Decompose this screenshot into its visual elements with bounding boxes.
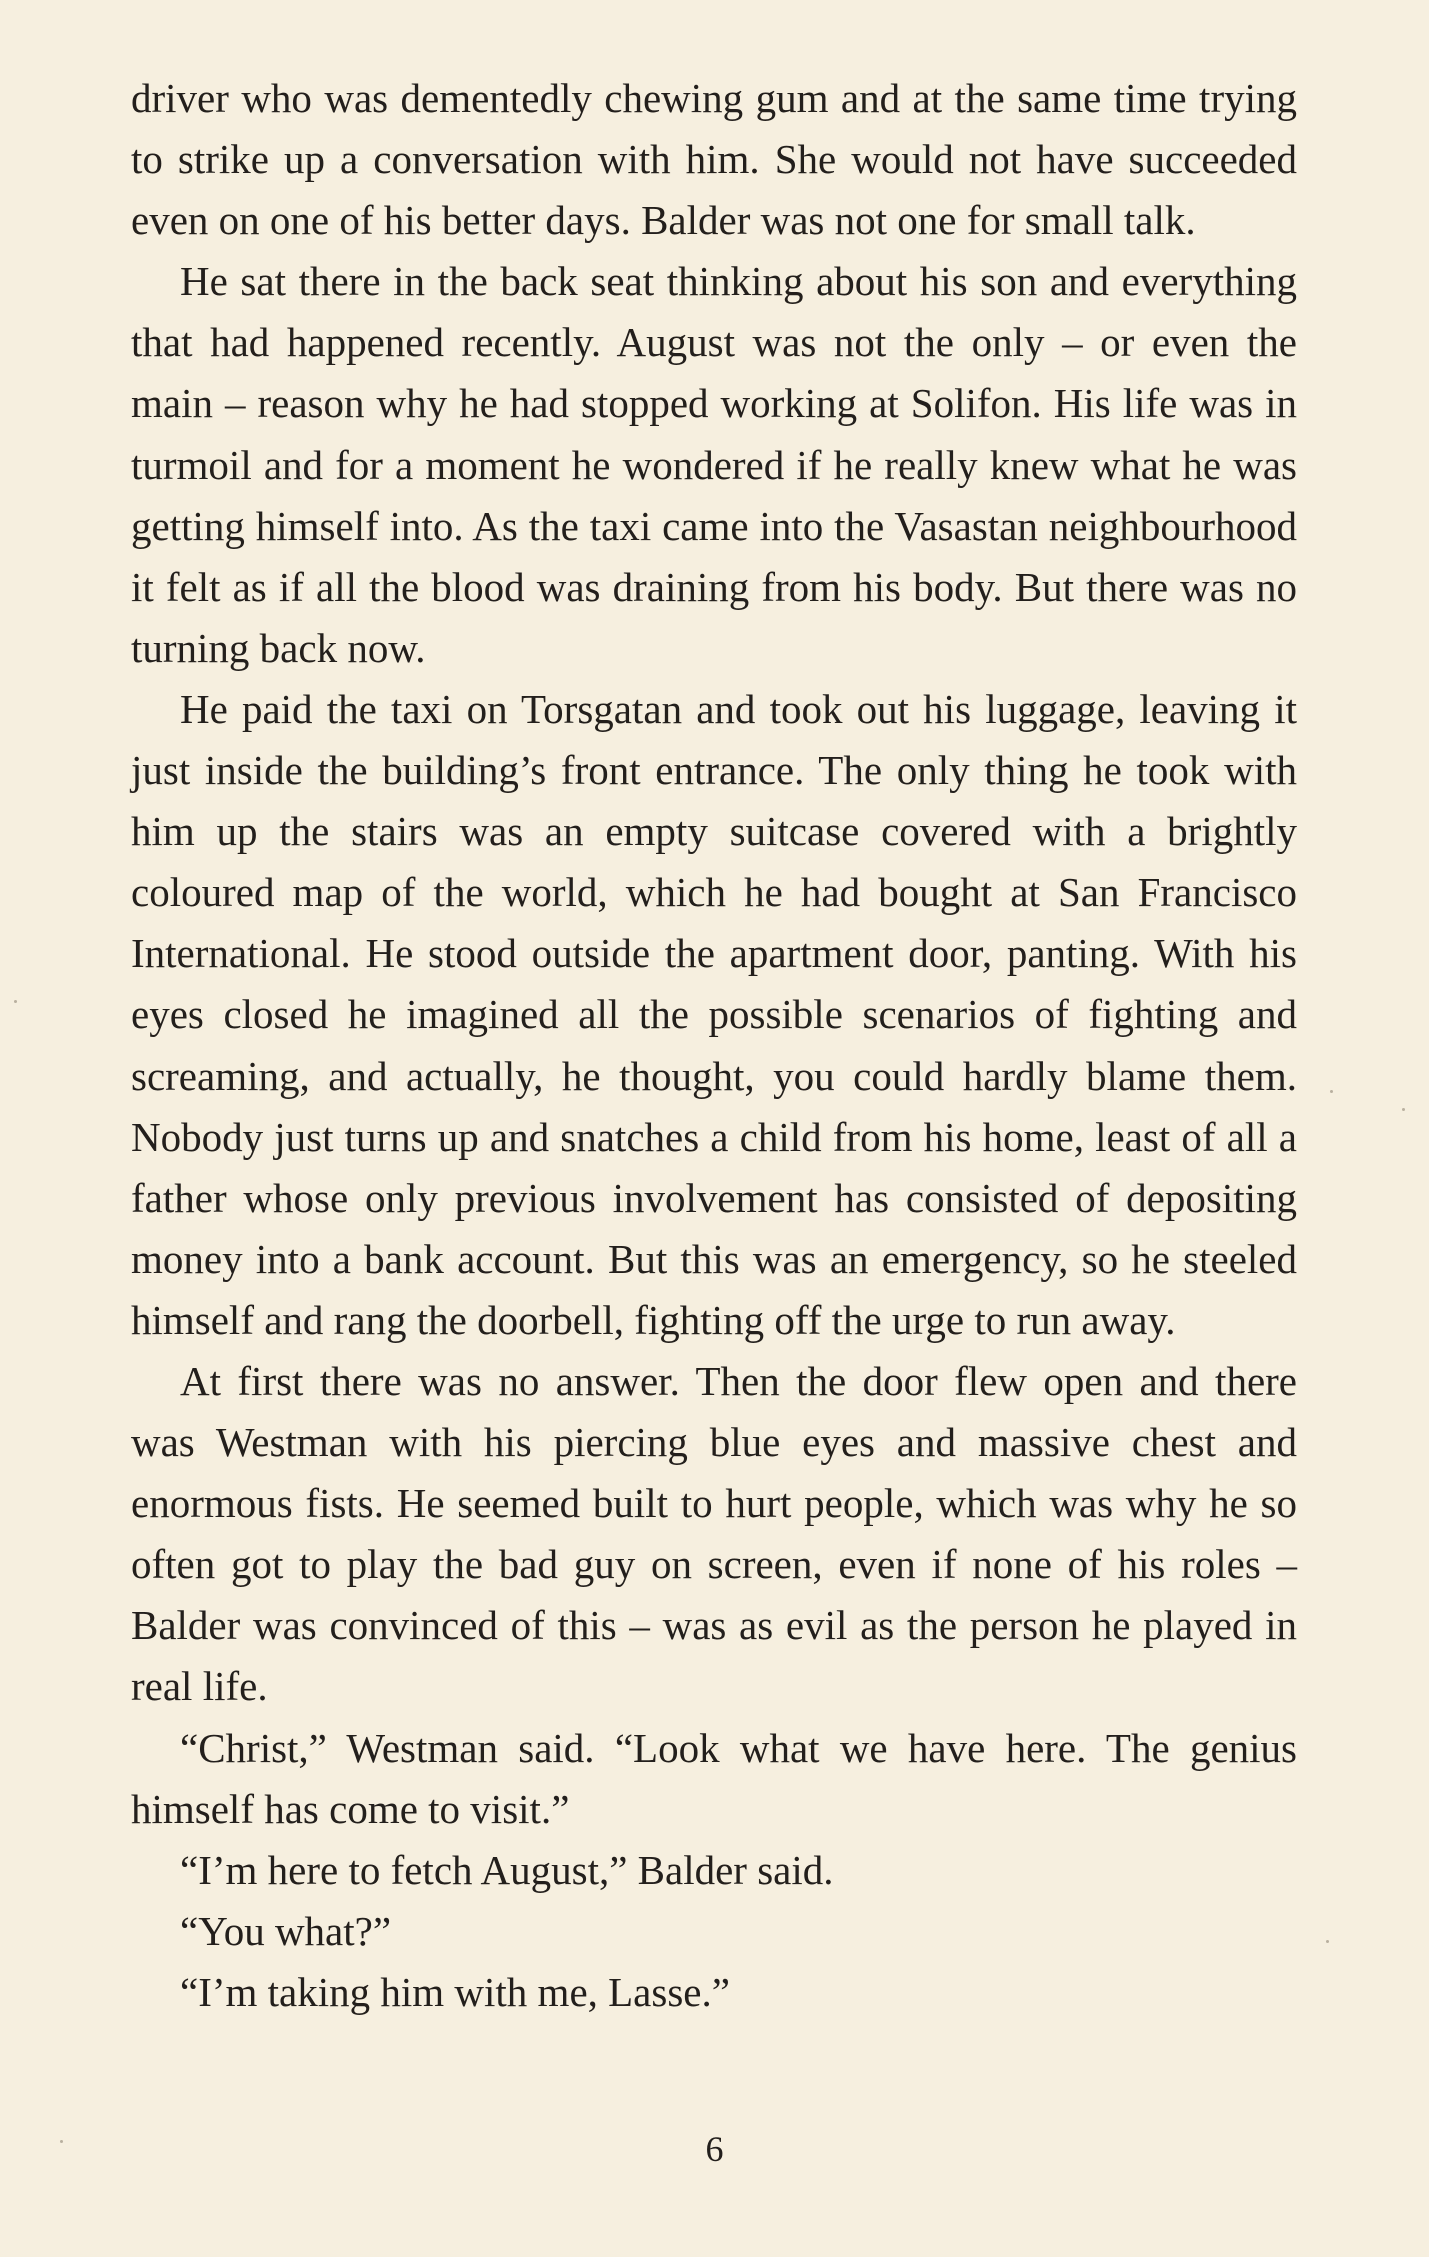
dialogue-4: “I’m taking him with me, Lasse.” xyxy=(180,1968,730,2015)
paragraph-1: driver who was dementedly chewing gum and at the same time trying to strike up a conversation with him. She would not have succeeded even on one of his better days. Balder was not one for small talk. xyxy=(131,75,1297,244)
paper-speck xyxy=(14,1000,17,1003)
body-text xyxy=(131,68,1297,2023)
dialogue-1: “Christ,” Westman said. “Look what we have here. The genius himself has come to visit.” xyxy=(131,1724,1297,1832)
dialogue-3: “You what?” xyxy=(180,1907,392,1954)
page-number: 6 xyxy=(705,2129,724,2169)
paper-speck xyxy=(60,2140,63,2143)
paragraph-4: At first there was no answer. Then the door flew open and there was Westman with his piercing blue eyes and massive chest and enormous fists. He seemed built to hurt people, which was why he so often got to play the bad guy on screen, even if none of his roles – Balder was convinced of this – was as evil as the person he played in real life. xyxy=(131,1357,1297,1710)
paragraph-3: He paid the taxi on Torsgatan and took out his luggage, leaving it just inside the building’s front entrance. The only thing he took with him up the stairs was an empty suitcase covered with a brightly coloured map of the world, which he had bought at San Francisco International. He stood outside the apartment door, panting. With his eyes closed he imagined all the possible scenarios of fighting and screaming, and actually, he thought, you could hardly blame them. Nobody just turns up and snatches a child from his home, least of all a father whose only previous involvement has consisted of depositing money into a bank account. But this was an emergency, so he steeled himself and rang the doorbell, fighting off the urge to run away. xyxy=(131,685,1297,1343)
dialogue-2: “I’m here to fetch August,” Balder said. xyxy=(180,1846,834,1893)
paper-speck xyxy=(1326,1940,1329,1943)
paper-speck xyxy=(1402,1108,1405,1111)
paragraph-2: He sat there in the back seat thinking about his son and everything that had happened recently. August was not the only – or even the main – reason why he had stopped working at Solifon. His life was in turmoil and for a moment he wondered if he really knew what he was getting himself into. As the taxi came into the Vasastan neighbourhood it felt as if all the blood was draining from his body. But there was no turning back now. xyxy=(131,258,1297,671)
paper-speck xyxy=(1330,1090,1333,1093)
